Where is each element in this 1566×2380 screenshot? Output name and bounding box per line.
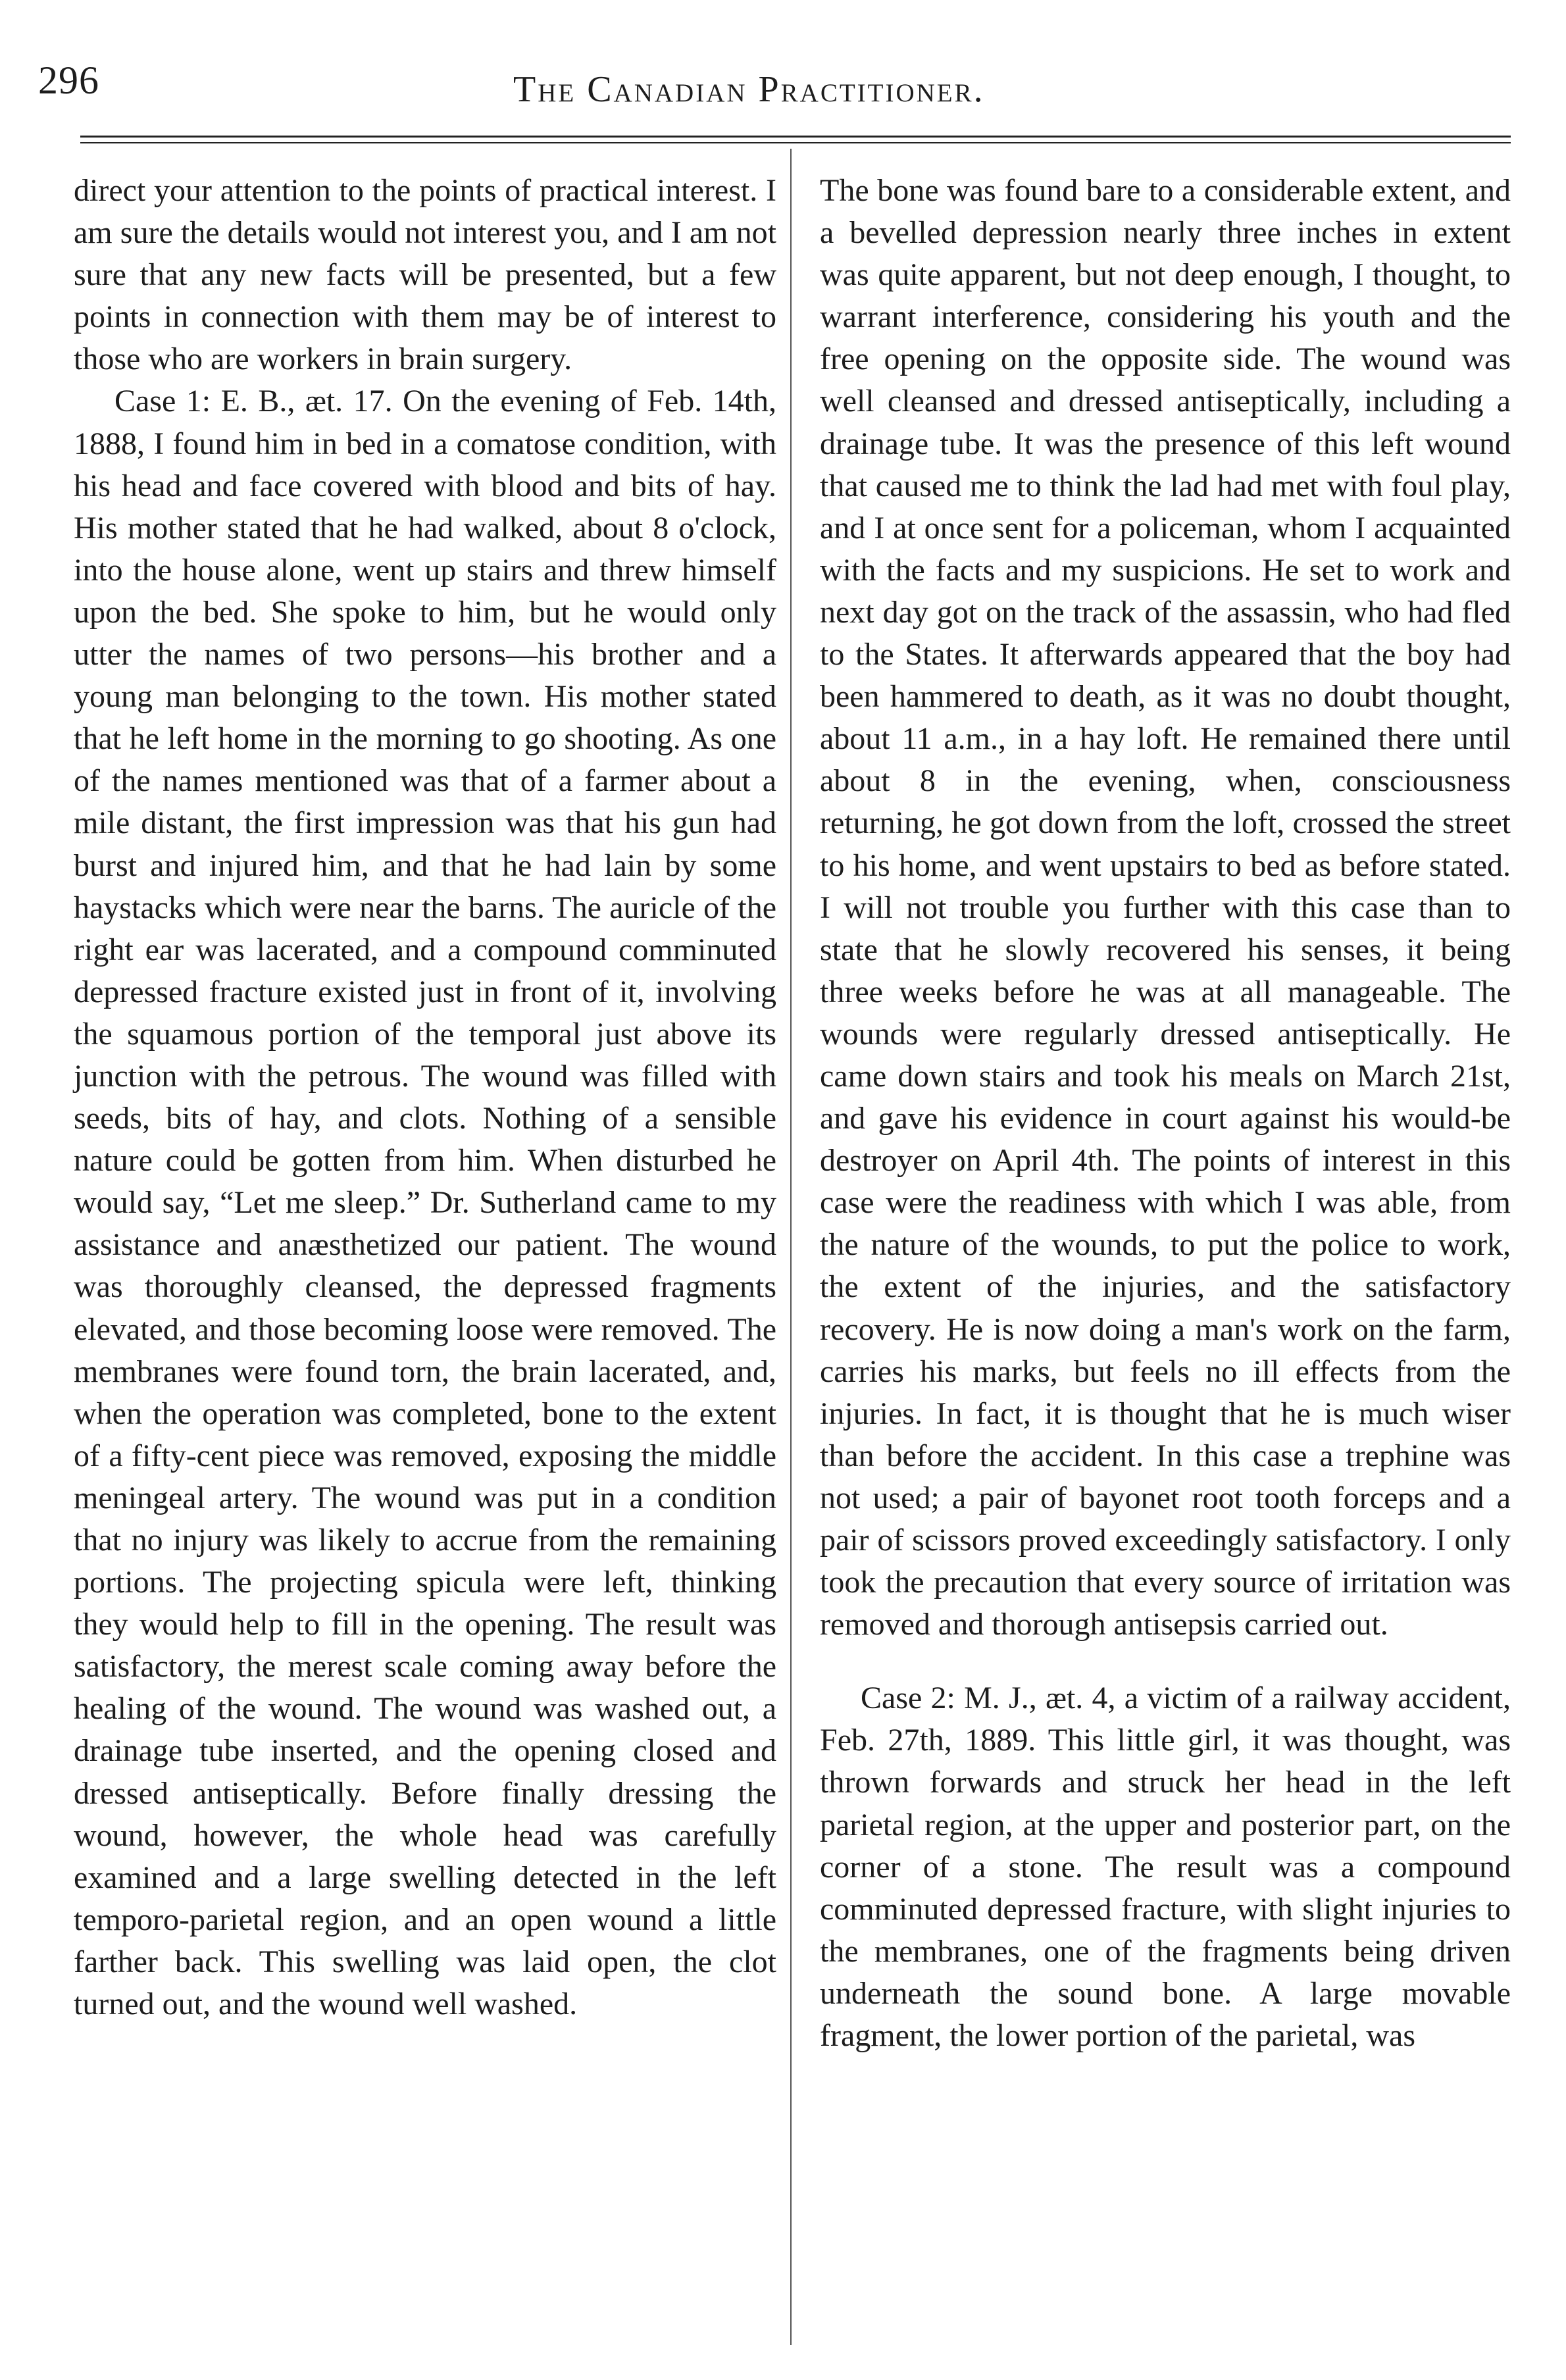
- page-number: 296: [38, 59, 99, 102]
- left-column: [74, 170, 776, 2025]
- paragraph-case-1: Case 1: E. B., æt. 17. On the evening of Feb. 14th, 1888, I found him in bed in a comatose condition, with his head and face covered with blood and bits of hay. His mother stated that he had walked, about 8 o'clock, into the house alone, went up stairs and threw himself upon the bed. She spoke to him, but he would only utter the names of two persons—his brother and a young man belonging to the town. His mother stated that he left home in the morning to go shooting. As one of the names mentioned was that of a farmer about a mile distant, the first impression was that his gun had burst and injured him, and that he had lain by some haystacks which were near the barns. The auricle of the right ear was lacerated, and a compound comminuted depressed fracture existed just in front of it, involving the squamous portion of the temporal just above its junction with the petrous. The wound was filled with seeds, bits of hay, and clots. Nothing of a sensible nature could be gotten from him. When disturbed he would say, “Let me sleep.” Dr. Sutherland came to my assistance and anæsthetized our patient. The wound was thoroughly cleansed, the depressed fragments elevated, and those becoming loose were removed. The membranes were found torn, the brain lacerated, and, when the operation was completed, bone to the extent of a fifty-cent piece was removed, exposing the middle meningeal artery. The wound was put in a condition that no injury was likely to accrue from the remaining portions. The projecting spicula were left, thinking they would help to fill in the opening. The result was satisfactory, the merest scale coming away before the healing of the wound. The wound was washed out, a drainage tube inserted, and the opening closed and dressed antiseptically. Before finally dressing the wound, however, the whole head was carefully examined and a large swelling detected in the left temporo-parietal region, and an open wound a little farther back. This swelling was laid open, the clot turned out, and the wound well washed.: [74, 384, 776, 2022]
- paragraph-case-1-continued: The bone was found bare to a considerable extent, and a bevelled depression nearly three inches in extent was quite apparent, but not deep enough, I thought, to warrant interference, considering his youth and the free opening on the opposite side. The wound was well cleansed and dressed antiseptically, including a drainage tube. It was the presence of this left wound that caused me to think the lad had met with foul play, and I at once sent for a policeman, whom I acquainted with the facts and my suspicions. He set to work and next day got on the track of the assassin, who had fled to the States. It afterwards appeared that the boy had been hammered to death, as it was no doubt thought, about 11 a.m., in a hay loft. He remained there until about 8 in the evening, when, consciousness returning, he got down from the loft, crossed the street to his home, and went upstairs to bed as before stated. I will not trouble you further with this case than to state that he slowly recovered his senses, it being three weeks before he was at all manageable. The wounds were regularly dressed antiseptically. He came down stairs and took his meals on March 21st, and gave his evidence in court against his would-be destroyer on April 4th. The points of interest in this case were the readiness with which I was able, from the nature of the wounds, to put the police to work, the extent of the injuries, and the satisfactory recovery. He is now doing a man's work on the farm, carries his marks, but feels no ill effects from the injuries. In fact, it is thought that he is much wiser than before the accident. In this case a trephine was not used; a pair of bayonet root tooth forceps and a pair of scissors proved exceedingly satisfactory. I only took the precaution that every source of irritation was removed and thorough antisepsis carried out.: [820, 173, 1511, 1642]
- column-divider: [790, 149, 792, 2345]
- paragraph-case-2: Case 2: M. J., æt. 4, a victim of a railway accident, Feb. 27th, 1889. This little girl, it was thought, was thrown forwards and struck her head in the left parietal region, at the upper and posterior part, on the corner of a stone. The result was a compound comminuted depressed fracture, with slight injuries to the membranes, one of the fragments being driven underneath the sound bone. A large movable fragment, the lower portion of the parietal, was: [820, 1681, 1511, 2054]
- header-rule-bottom: [80, 142, 1511, 143]
- paragraph-intro-continuation: direct your attention to the points of practical interest. I am sure the details would not interest you, and I am not sure that any new facts will be presented, but a few points in connection with them may be of interest to those who are workers in brain surgery.: [74, 173, 776, 377]
- header-rule-top: [80, 136, 1511, 138]
- running-title: The Canadian Practitioner.: [513, 69, 985, 110]
- right-column: [820, 170, 1511, 2057]
